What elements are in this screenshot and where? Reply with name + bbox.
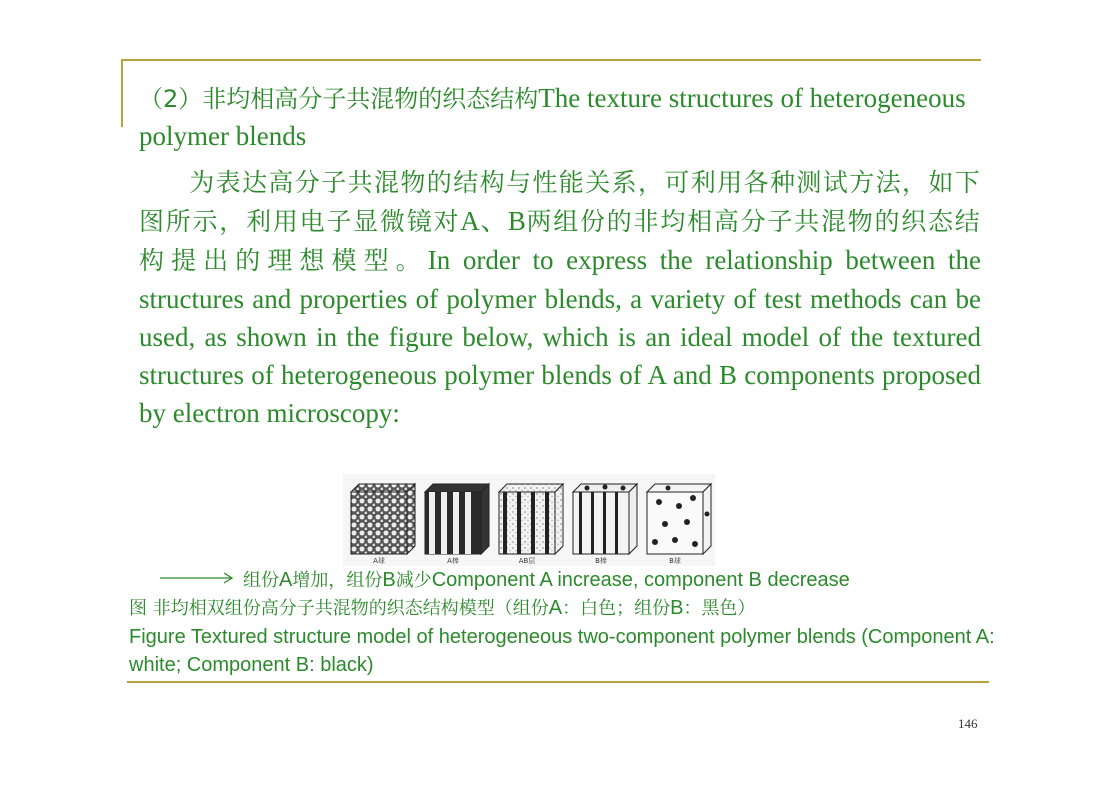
body-paragraph [139, 163, 981, 432]
cube-ab-layer [499, 484, 563, 554]
figure-label-a-rod: A棒 [447, 557, 459, 565]
right-arrow-icon [160, 571, 238, 585]
paragraph-en: In order to express the relationship between the structures and properties of polymer blends, a variety of test methods can be used, as shown in the figure below, which is an ideal model of the textured structures of heterogeneous polymer blends of A and B components proposed by electron microscopy: [139, 245, 981, 428]
paragraph-ab: A、B [460, 206, 526, 236]
paragraph-cn-1: 为表达高分子共混物的结构与性能关系，可利用各种测试方法，如下图所示，利用电子显微镜对 [139, 168, 981, 236]
left-rule [121, 59, 123, 127]
cube-b-rod [573, 484, 637, 554]
paragraph-cn-2: 两组份的非均相高分子共混物的织态结构提出的理想模型。 [139, 207, 981, 275]
cube-b-sphere [647, 484, 711, 554]
cube-a-sphere [351, 484, 415, 554]
caption-en: Figure Textured structure model of heterogeneous two-component polymer blends (Component A: white; Component B: black) [129, 626, 995, 676]
bottom-rule [127, 681, 989, 683]
trend-caption: 组份A增加，组份B减少Component A increase, component B decrease [243, 569, 850, 591]
figure-label-ab-layer: AB层 [518, 557, 536, 565]
figure-label-a-sphere: A球 [373, 557, 385, 565]
figure-caption [129, 594, 999, 679]
heading-cn: （2）非均相高分子共混物的织态结构 [139, 85, 539, 113]
heading-en: The texture structures of heterogeneous polymer blends [139, 83, 966, 151]
page-number: 146 [958, 716, 978, 731]
section-heading [139, 80, 981, 155]
texture-model-figure [343, 474, 715, 566]
figure-label-b-sphere: B球 [669, 557, 681, 565]
cube-a-rod [425, 484, 489, 554]
caption-cn: 图 非均相双组份高分子共混物的织态结构模型（组份A：白色；组份B：黑色） [129, 597, 756, 619]
top-rule [121, 59, 981, 61]
figure-label-b-rod: B棒 [595, 557, 607, 565]
